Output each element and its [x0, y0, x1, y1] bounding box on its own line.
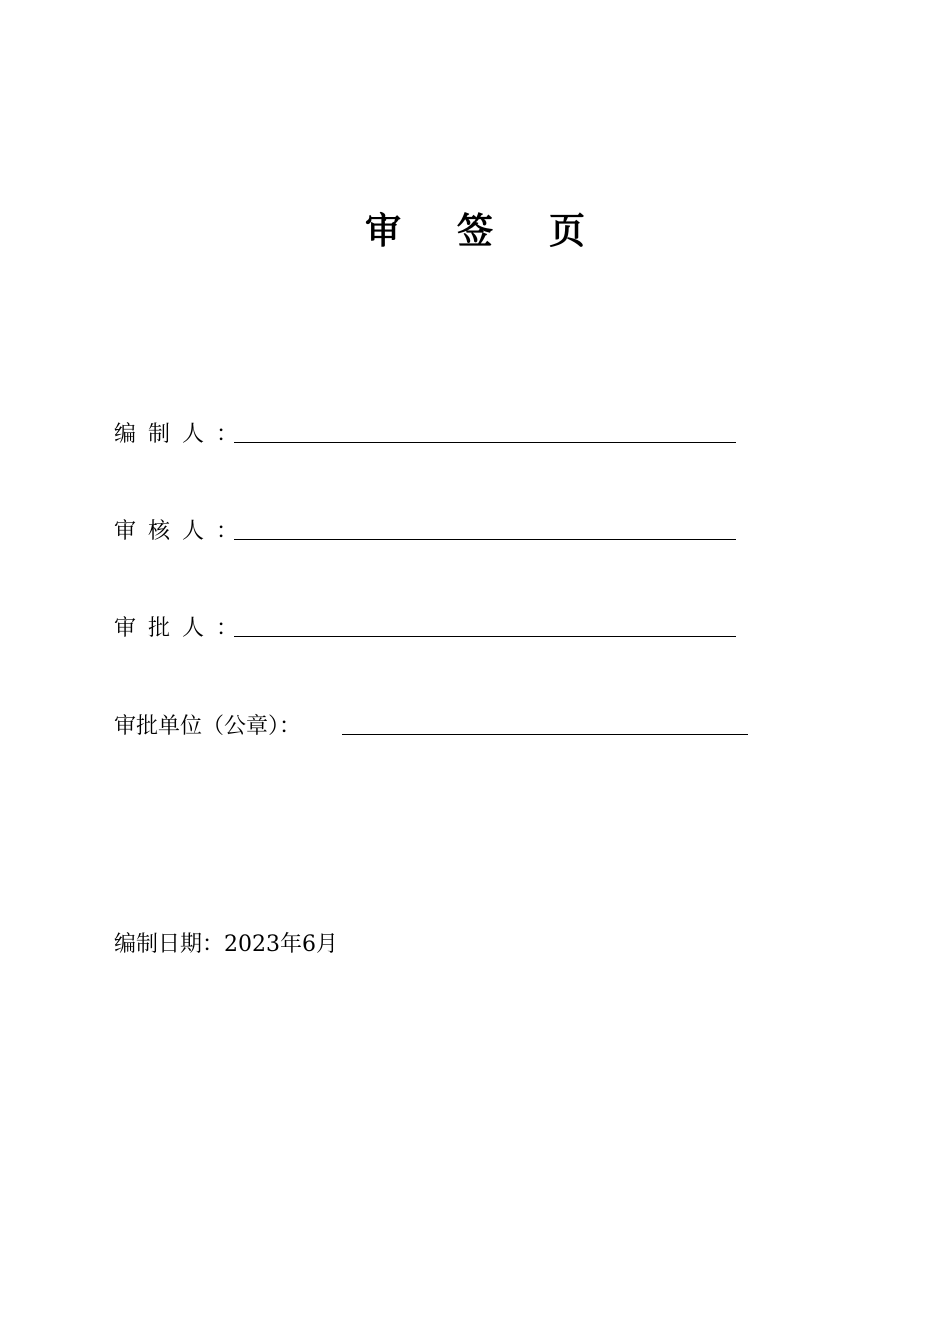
compiler-signature-line[interactable] — [234, 442, 736, 443]
approving-unit-seal-line[interactable] — [342, 734, 748, 735]
title-char-1: 审 — [364, 210, 401, 252]
compiler-row — [114, 420, 744, 450]
compiler-label: 编制人： — [114, 422, 251, 447]
compile-date: 编制日期：2023年6月 — [114, 932, 338, 957]
reviewer-signature-line[interactable] — [234, 539, 736, 540]
approving-unit-row — [114, 712, 754, 742]
title-char-2: 签 — [456, 210, 493, 252]
reviewer-label: 审核人： — [114, 519, 251, 544]
page-title — [0, 204, 950, 252]
reviewer-row — [114, 517, 744, 547]
title-char-3: 页 — [549, 210, 586, 252]
approver-label: 审批人： — [114, 616, 251, 641]
approving-unit-label: 审批单位（公章）： — [114, 714, 302, 739]
approver-row — [114, 614, 744, 644]
approver-signature-line[interactable] — [234, 636, 736, 637]
